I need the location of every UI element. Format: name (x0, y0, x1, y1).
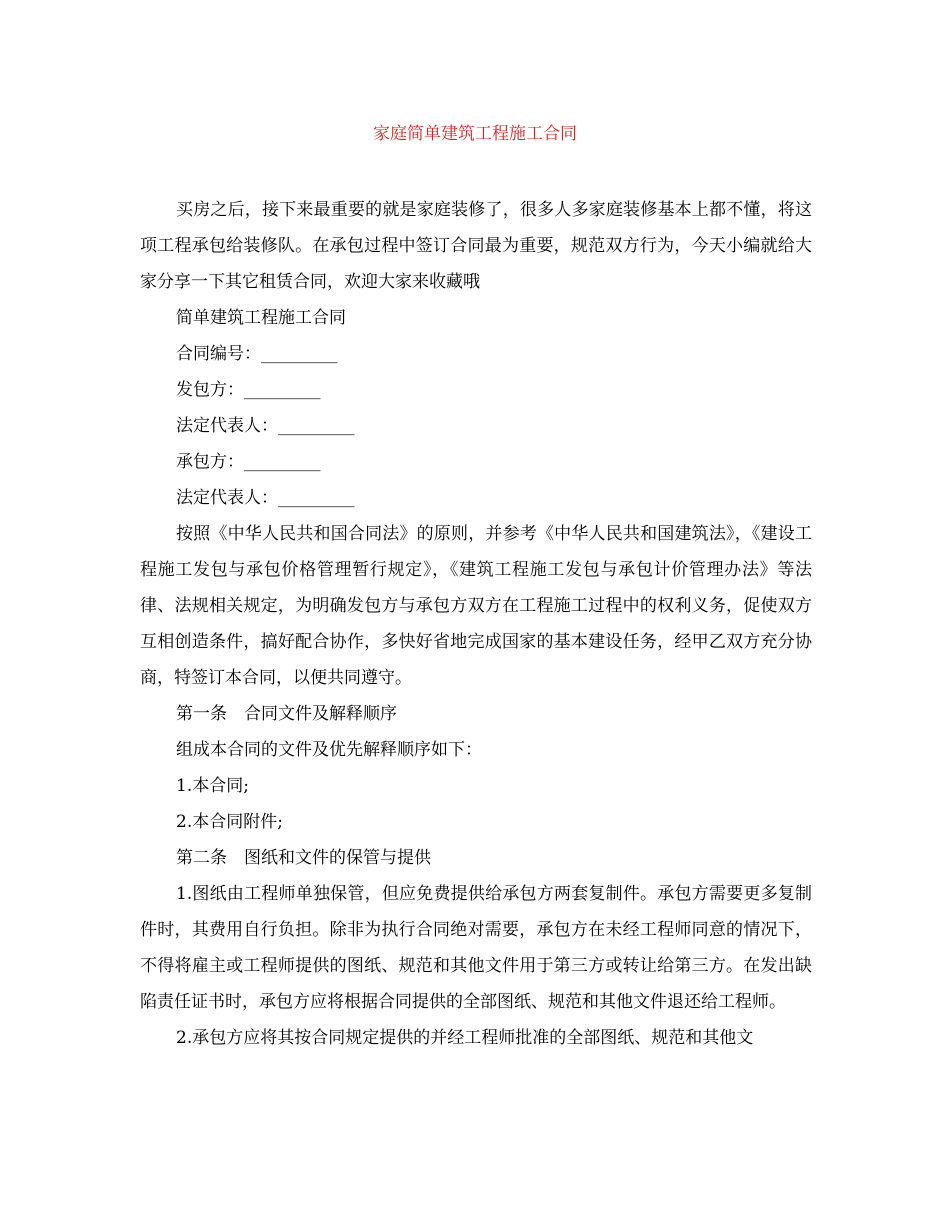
article-2-item-1: 1.图纸由工程师单独保管，但应免费提供给承包方两套复制件。承包方需要更多复制件时，其费用自行负担。除非为执行合同绝对需要，承包方在未经工程师同意的情况下，不得将雇主或工程师提供的图纸、规范和其他文件用于第三方或转让给第三方。在发出缺陷责任证书时，承包方应将根据合同提供的全部图纸、规范和其他文件退还给工程师。 (140, 884, 812, 1012)
employer-representative-line: 法定代表人：_________ (176, 416, 355, 436)
article-1-intro: 组成本合同的文件及优先解释顺序如下： (176, 740, 482, 760)
document-body (140, 192, 812, 1056)
preamble-paragraph: 按照《中华人民共和国合同法》的原则，并参考《中华人民共和国建筑法》，《建设工程施工发包与承包价格管理暂行规定》，《建筑工程施工发包与承包计价管理办法》等法律、法规相关规定，为明确发包方与承包方双方在工程施工过程中的权利义务，促使双方互相创造条件，搞好配合协作，多快好省地完成国家的基本建设任务，经甲乙双方充分协商，特签订本合同，以便共同遵守。 (140, 524, 812, 688)
contractor-line: 承包方：_________ (176, 452, 321, 472)
article-1-item-2: 2.本合同附件; (176, 812, 283, 832)
intro-paragraph: 买房之后，接下来最重要的就是家庭装修了，很多人多家庭装修基本上都不懂，将这项工程承包给装修队。在承包过程中签订合同最为重要，规范双方行为，今天小编就给大家分享一下其它租赁合同，欢迎大家来收藏哦 (140, 200, 812, 292)
employer-line: 发包方：_________ (176, 380, 321, 400)
contract-number-line: 合同编号：_________ (176, 344, 338, 364)
contract-heading: 简单建筑工程施工合同 (176, 308, 346, 328)
article-1-heading: 第一条 合同文件及解释顺序 (176, 704, 397, 724)
document-title: 家庭简单建筑工程施工合同 (373, 124, 577, 144)
article-1-item-1: 1.本合同; (176, 776, 249, 796)
article-2-heading: 第二条 图纸和文件的保管与提供 (176, 848, 431, 868)
article-2-item-2: 2.承包方应将其按合同规定提供的并经工程师批准的全部图纸、规范和其他文 (176, 1028, 754, 1048)
contractor-representative-line: 法定代表人：_________ (176, 488, 355, 508)
